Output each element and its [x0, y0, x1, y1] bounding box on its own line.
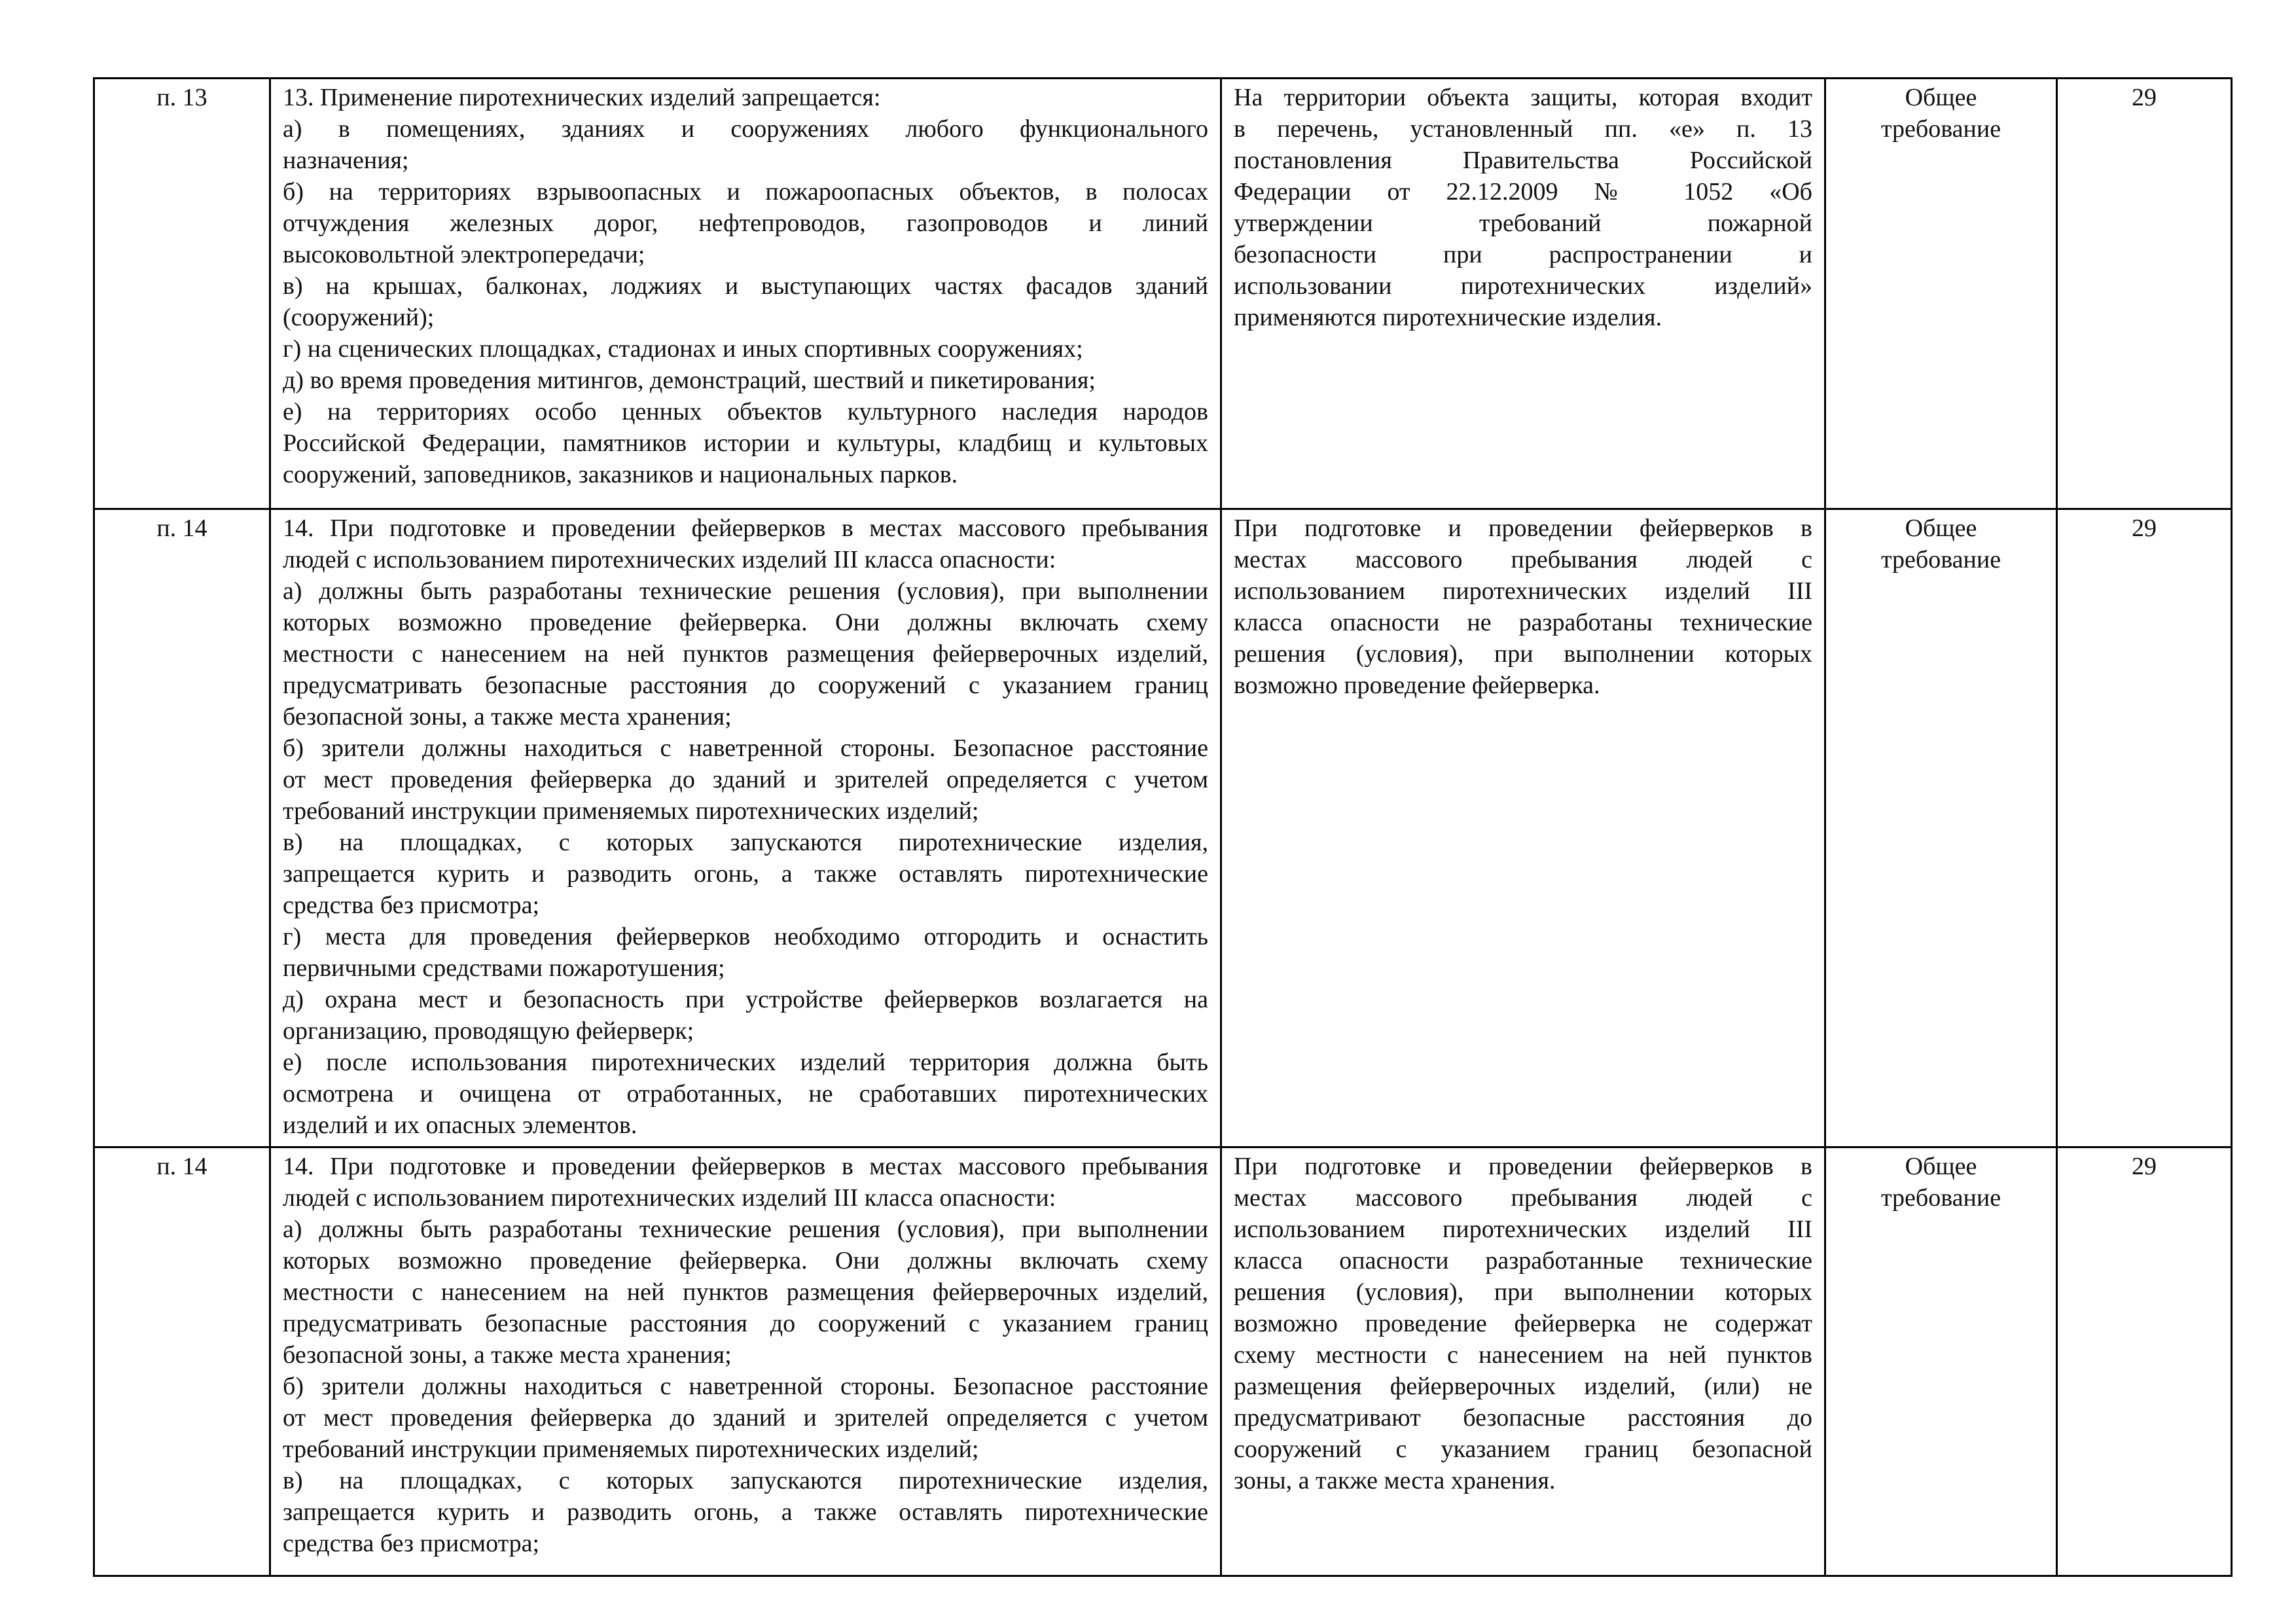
text-line: требований инструкции применяемых пиротехнических изделий;	[283, 1435, 979, 1463]
text-line: местности с нанесением на ней пунктов размещения фейерверочных изделий,	[283, 1278, 1208, 1306]
text-line: г) места для проведения фейерверков необходимо отгородить и оснастить	[283, 923, 1208, 950]
table-row	[94, 509, 2232, 1147]
text-line: При подготовке и проведении фейерверков в	[1234, 1153, 1812, 1180]
text-line: использованием пиротехнических изделий III	[1234, 1216, 1812, 1243]
text-line: зоны, а также места хранения.	[1234, 1467, 1556, 1494]
text-line: возможно проведение фейерверка.	[1234, 672, 1600, 699]
regulation-number-cell	[2057, 1147, 2232, 1576]
violation-text-cell	[1221, 1147, 1825, 1576]
text-line: решения (условия), при выполнении которых	[1234, 640, 1812, 668]
text-line: 14. При подготовке и проведении фейерверков в местах массового пребывания	[283, 1153, 1208, 1180]
text-line: требование	[1880, 1184, 2001, 1212]
table-body	[94, 79, 2232, 1576]
text-line: в перечень, установленный пп. «е» п. 13	[1234, 115, 1812, 143]
text-line: возможно проведение фейерверка не содержат	[1234, 1310, 1812, 1337]
text-line: а) в помещениях, зданиях и сооружениях любого функционального	[283, 115, 1208, 143]
regulation-number: 29	[2132, 1153, 2157, 1180]
text-line: применяются пиротехнические изделия.	[1234, 304, 1662, 331]
text-line: При подготовке и проведении фейерверков в	[1234, 514, 1812, 542]
text-line: Федерации от 22.12.2009 № 1052 «Об	[1234, 178, 1812, 206]
text-line: от мест проведения фейерверка до зданий и зрителей определяется с учетом	[283, 1404, 1208, 1432]
text-line: местности с нанесением на ней пунктов размещения фейерверочных изделий,	[283, 640, 1208, 668]
requirement-text-cell	[270, 509, 1221, 1147]
text-line: размещения фейерверочных изделий, (или) не	[1234, 1373, 1812, 1400]
text-line: требование	[1880, 546, 2001, 573]
table-row	[94, 79, 2232, 509]
text-line: местах массового пребывания людей с	[1234, 1184, 1812, 1212]
regulation-number: 29	[2132, 514, 2157, 542]
text-line: сооружений с указанием границ безопасной	[1234, 1435, 1812, 1463]
text-line: г) на сценических площадках, стадионах и иных спортивных сооружениях;	[283, 335, 1083, 363]
text-line: класса опасности разработанные технические	[1234, 1247, 1812, 1274]
text-line: д) охрана мест и безопасность при устройстве фейерверков возлагается на	[283, 986, 1208, 1013]
text-line: 13. Применение пиротехнических изделий запрещается:	[283, 84, 881, 111]
requirement-type-cell	[1825, 79, 2057, 509]
clause-reference-cell	[94, 509, 270, 1147]
text-line: людей с использованием пиротехнических изделий III класса опасности:	[283, 1184, 1056, 1212]
text-line: в) на площадках, с которых запускаются пиротехнические изделия,	[283, 829, 1208, 856]
text-line: е) на территориях особо ценных объектов культурного наследия народов	[283, 398, 1208, 425]
text-line: (сооружений);	[283, 304, 435, 331]
text-line: организацию, проводящую фейерверк;	[283, 1017, 694, 1045]
requirement-text-cell	[270, 1147, 1221, 1576]
text-line: средства без присмотра;	[283, 892, 540, 919]
text-line: безопасности при распространении и	[1234, 241, 1812, 268]
clause-reference-cell	[94, 1147, 270, 1576]
text-line: которых возможно проведение фейерверка. Они должны включать схему	[283, 1247, 1208, 1274]
text-line: назначения;	[283, 147, 409, 174]
text-line: от мест проведения фейерверка до зданий и зрителей определяется с учетом	[283, 766, 1208, 793]
text-line: в) на площадках, с которых запускаются пиротехнические изделия,	[283, 1467, 1208, 1494]
violation-text-cell	[1221, 509, 1825, 1147]
text-line: использовании пиротехнических изделий»	[1234, 272, 1812, 300]
clause-reference-cell	[94, 79, 270, 509]
text-line: решения (условия), при выполнении которых	[1234, 1278, 1812, 1306]
text-line: запрещается курить и разводить огонь, а также оставлять пиротехнические	[283, 860, 1208, 888]
text-line: средства без присмотра;	[283, 1530, 540, 1557]
requirements-table	[93, 77, 2233, 1577]
text-line: первичными средствами пожаротушения;	[283, 954, 725, 982]
requirement-text-cell	[270, 79, 1221, 509]
clause-reference: п. 14	[156, 1153, 207, 1180]
text-line: использованием пиротехнических изделий III	[1234, 577, 1812, 605]
text-line: постановления Правительства Российской	[1234, 147, 1812, 174]
text-line: б) на территориях взрывоопасных и пожароопасных объектов, в полосах	[283, 178, 1208, 206]
text-line: На территории объекта защиты, которая входит	[1234, 84, 1812, 111]
text-line: требование	[1880, 115, 2001, 143]
text-line: которых возможно проведение фейерверка. Они должны включать схему	[283, 609, 1208, 636]
text-line: сооружений, заповедников, заказников и национальных парков.	[283, 461, 958, 488]
clause-reference: п. 13	[156, 84, 207, 111]
text-line: Российской Федерации, памятников истории и культуры, кладбищ и культовых	[283, 429, 1208, 457]
requirement-type-cell	[1825, 509, 2057, 1147]
text-line: е) после использования пиротехнических изделий территория должна быть	[283, 1049, 1208, 1076]
text-line: предусматривают безопасные расстояния до	[1234, 1404, 1812, 1432]
requirement-type-cell	[1825, 1147, 2057, 1576]
text-line: предусматривать безопасные расстояния до сооружений с указанием границ	[283, 672, 1208, 699]
text-line: изделий и их опасных элементов.	[283, 1111, 637, 1139]
text-line: людей с использованием пиротехнических изделий III класса опасности:	[283, 546, 1056, 573]
text-line: Общее	[1905, 514, 1977, 542]
clause-reference: п. 14	[156, 514, 207, 542]
text-line: а) должны быть разработаны технические решения (условия), при выполнении	[283, 577, 1208, 605]
text-line: схему местности с нанесением на ней пунктов	[1234, 1341, 1812, 1369]
text-line: утверждении требований пожарной	[1234, 209, 1812, 237]
regulation-number: 29	[2132, 84, 2157, 111]
text-line: Общее	[1905, 1153, 1977, 1180]
text-line: высоковольтной электропередачи;	[283, 241, 645, 268]
text-line: 14. При подготовке и проведении фейерверков в местах массового пребывания	[283, 514, 1208, 542]
text-line: д) во время проведения митингов, демонстраций, шествий и пикетирования;	[283, 367, 1096, 394]
text-line: осмотрена и очищена от отработанных, не сработавших пиротехнических	[283, 1080, 1208, 1108]
text-line: требований инструкции применяемых пиротехнических изделий;	[283, 797, 979, 825]
text-line: класса опасности не разработаны технические	[1234, 609, 1812, 636]
violation-text-cell	[1221, 79, 1825, 509]
text-line: безопасной зоны, а также места хранения;	[283, 703, 732, 731]
table-row	[94, 1147, 2232, 1576]
text-line: запрещается курить и разводить огонь, а также оставлять пиротехнические	[283, 1498, 1208, 1526]
text-line: в) на крышах, балконах, лоджиях и выступающих частях фасадов зданий	[283, 272, 1208, 300]
text-line: б) зрители должны находиться с наветренной стороны. Безопасное расстояние	[283, 734, 1208, 762]
text-line: отчуждения железных дорог, нефтепроводов, газопроводов и линий	[283, 209, 1208, 237]
regulation-number-cell	[2057, 509, 2232, 1147]
text-line: а) должны быть разработаны технические решения (условия), при выполнении	[283, 1216, 1208, 1243]
text-line: б) зрители должны находиться с наветренной стороны. Безопасное расстояние	[283, 1373, 1208, 1400]
text-line: предусматривать безопасные расстояния до сооружений с указанием границ	[283, 1310, 1208, 1337]
regulation-number-cell	[2057, 79, 2232, 509]
text-line: безопасной зоны, а также места хранения;	[283, 1341, 732, 1369]
text-line: местах массового пребывания людей с	[1234, 546, 1812, 573]
text-line: Общее	[1905, 84, 1977, 111]
